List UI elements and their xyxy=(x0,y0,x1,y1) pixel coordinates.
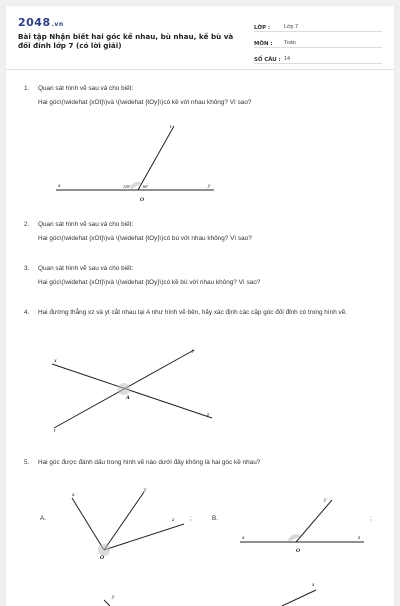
svg-text:y: y xyxy=(208,183,211,189)
svg-text:y: y xyxy=(144,487,147,493)
ray-oz xyxy=(104,524,184,550)
svg-text:y: y xyxy=(112,594,115,600)
figure-intersecting-lines xyxy=(42,342,232,442)
svg-text:60°: 60° xyxy=(143,184,149,189)
separator: ; xyxy=(370,515,372,522)
separator: ; xyxy=(190,515,192,522)
svg-text:x: x xyxy=(242,535,245,541)
svg-text:O: O xyxy=(296,548,300,554)
option-b-label[interactable]: B. xyxy=(212,515,219,522)
svg-text:120°: 120° xyxy=(123,184,131,189)
question-1: 1. Quan sát hình vẽ sau và cho biết: Hai góc\(\widehat {xOt}\)và \(\widehat {tOy}\)có kề với nhau không? Vì sao? xyxy=(24,85,252,106)
ray-ox xyxy=(72,498,104,550)
site-logo[interactable]: 2048.vn xyxy=(18,16,64,29)
svg-text:y: y xyxy=(324,497,327,503)
svg-text:z: z xyxy=(172,517,175,523)
ray-ot xyxy=(138,126,174,190)
ray-oy xyxy=(104,492,144,550)
svg-text:z: z xyxy=(207,412,210,418)
worksheet-meta xyxy=(254,18,382,66)
meta-subject: MÔN : Toán xyxy=(254,34,382,48)
svg-text:O: O xyxy=(100,555,104,561)
worksheet-page xyxy=(6,6,394,606)
angle-marks xyxy=(118,383,130,395)
ray-oy xyxy=(296,500,332,542)
svg-text:x: x xyxy=(72,492,75,498)
svg-text:t: t xyxy=(54,428,56,434)
figure-option-c-partial xyxy=(96,588,136,606)
worksheet-header xyxy=(6,6,394,70)
meta-question-count: SỐ CÂU : 14 xyxy=(254,50,382,64)
worksheet-title: Bài tập Nhận biết hai góc kề nhau, bù nhau, kề bù và đối đỉnh lớp 7 (có lời giải) xyxy=(18,32,234,50)
svg-text:x: x xyxy=(58,183,61,189)
figure-option-b[interactable] xyxy=(232,488,372,554)
svg-text:x: x xyxy=(54,358,57,364)
figure-angles-xot-toy xyxy=(46,118,226,210)
meta-class: LỚP : Lớp 7 xyxy=(254,18,382,32)
option-a-label[interactable]: A. xyxy=(40,515,47,522)
question-5: 5. Hai góc được đánh dấu trong hình vẽ nào dưới đây không là hai góc kề nhau? xyxy=(24,459,261,466)
svg-text:z: z xyxy=(358,535,361,541)
svg-text:O: O xyxy=(140,197,144,203)
svg-text:x: x xyxy=(312,582,315,588)
question-3: 3. Quan sát hình vẽ sau và cho biết: Hai góc\(\widehat {xOt}\)và \(\widehat {tOy}\)có kề bù với nhau không? Vì sao? xyxy=(24,265,261,286)
svg-text:t: t xyxy=(170,124,172,130)
question-4: 4. Hai đường thẳng xz và yt cắt nhau tại A như hình vẽ bên, hãy xác định các cặp góc đối đỉnh có trong hình vẽ. xyxy=(24,309,348,316)
figure-option-a[interactable] xyxy=(58,480,198,562)
line-xz xyxy=(52,364,212,418)
svg-text:y: y xyxy=(192,348,195,354)
figure-option-d-partial xyxy=(276,576,336,606)
question-2: 2. Quan sát hình vẽ sau và cho biết: Hai góc\(\widehat {xOt}\)và \(\widehat {tOy}\)có bù với nhau không? Vì sao? xyxy=(24,221,252,242)
svg-text:A: A xyxy=(126,395,130,401)
